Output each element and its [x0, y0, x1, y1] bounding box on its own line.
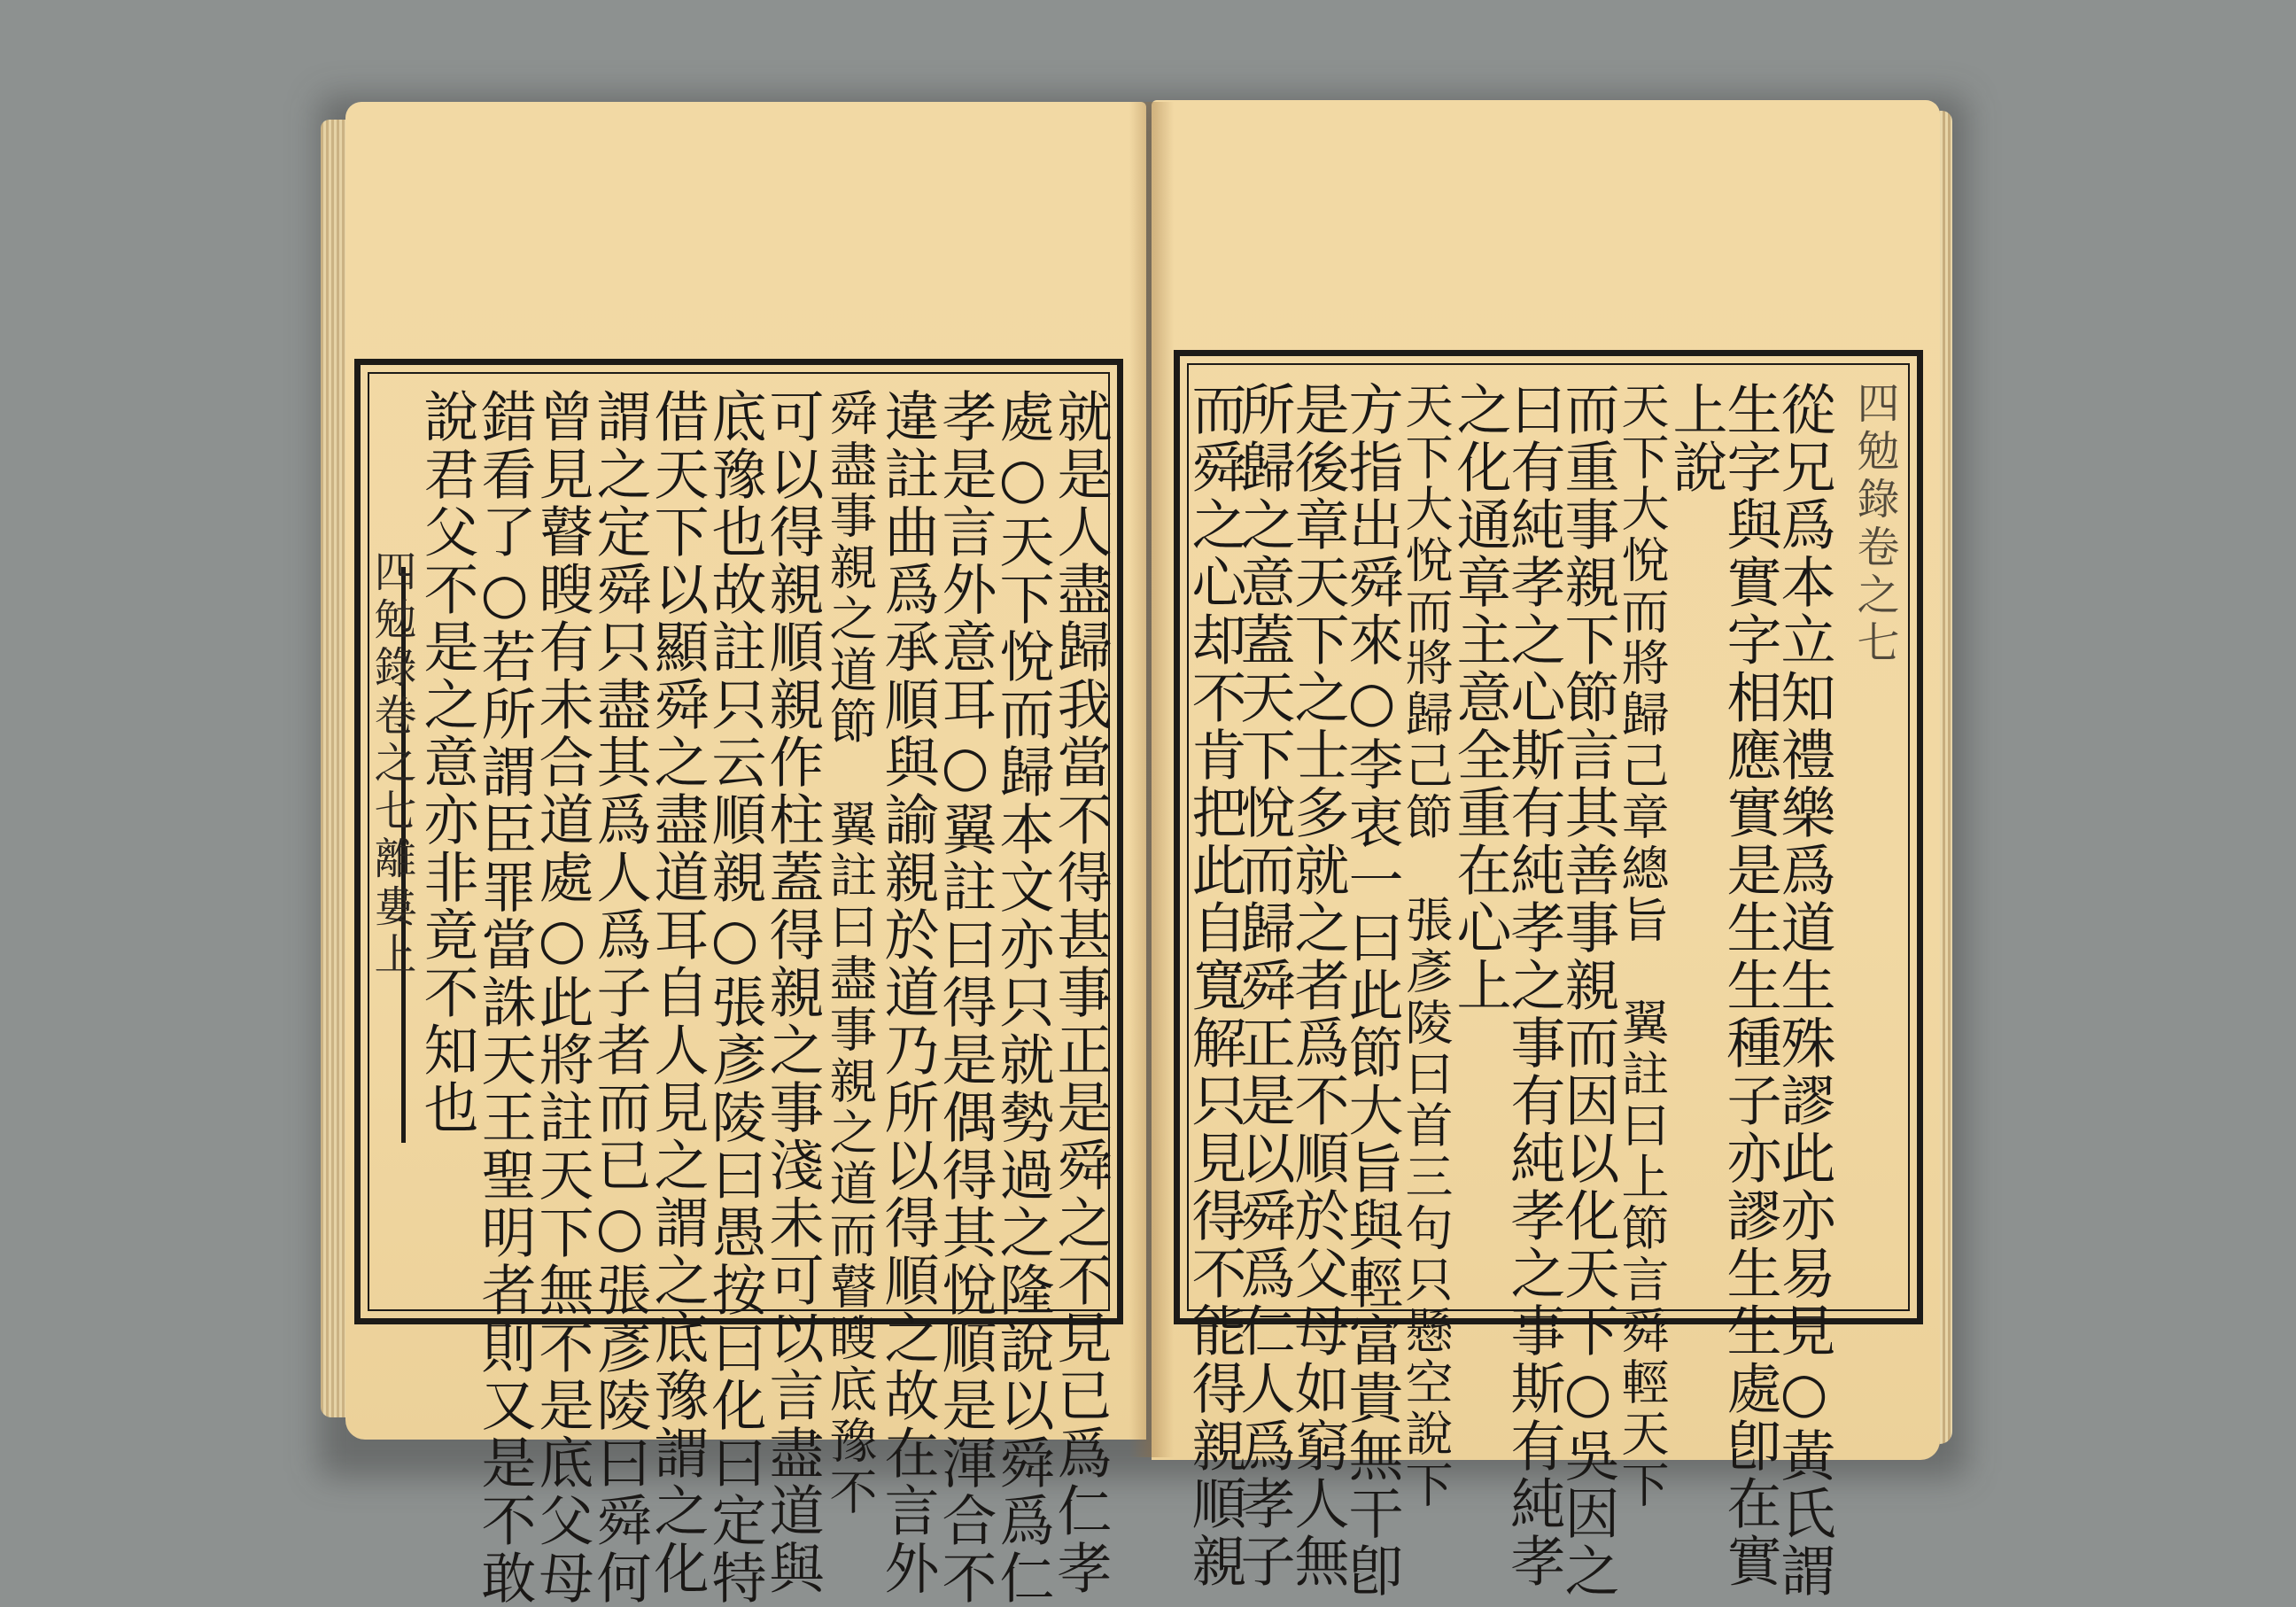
- right-spine-text: 四勉錄卷之七: [1850, 381, 1899, 668]
- left-column-3: 孝是言外意耳○翼註曰得是偶得其悅順是渾合不: [933, 388, 997, 1607]
- left-column-6: 可以得親順親作柱蓋得親之事淺未可以言盡道與: [760, 388, 825, 1597]
- right-column-7: 之化通章主意全重在心上: [1447, 381, 1512, 1014]
- left-column-12: 說君父不是之意亦非竟不知也: [415, 388, 479, 1137]
- right-column-5: 而重事親下節言其善事親而因以化天下○吳因之: [1555, 381, 1620, 1600]
- left-column-4: 違註曲爲承順與諭親於道乃所以得順之故在言外: [875, 388, 940, 1597]
- left-column-5: 舜盡事親之道節 翼註曰盡事親之道而瞽瞍底豫不: [822, 388, 878, 1518]
- right-column-1: 從兄爲本立知禮樂爲道生殊謬此亦易見○黃氏謂: [1772, 381, 1836, 1600]
- left-column-7: 底豫也故註只云順親○張彥陵曰愚按曰化曰定特: [702, 388, 767, 1607]
- right-column-2: 生字與實字相應實是生生種子亦謬生生處卽在實: [1718, 381, 1782, 1590]
- right-column-12: 而舜之心却不肯把此自寬解只見得不能得親順親: [1183, 381, 1247, 1590]
- right-column-10: 是後章天下之士多就之者爲不順於父母如窮人無: [1285, 381, 1350, 1590]
- right-column-3: 上說: [1664, 381, 1728, 496]
- left-column-9: 謂之定舜只盡其爲人爲子者而已○張彥陵曰舜何: [587, 388, 652, 1607]
- left-column-1: 就是人盡歸我當不得甚事正是舜之不見已爲仁孝: [1048, 388, 1113, 1597]
- right-column-9: 方指出舜來○李衷一曰此節大旨與輕富貴無干卽: [1339, 381, 1404, 1600]
- left-column-2: 處○天下悅而歸本文亦只就勢過之隆說以舜爲仁: [990, 388, 1055, 1607]
- right-column-4: 天下大悅而將歸己章總旨 翼註曰上節言舜輕天下: [1614, 381, 1670, 1511]
- right-column-8: 天下大悅而將歸己節 張彥陵曰首三句只懸空說下: [1398, 381, 1454, 1511]
- left-column-10: 曾見瞽瞍有未合道處○此將註天下無不是底父母: [530, 388, 594, 1607]
- left-column-8: 借天下以顯舜之盡道耳自人見之謂之底豫謂之化: [645, 388, 710, 1597]
- right-column-11: 所歸之意蓋天下悅而歸舜正是以舜爲仁人爲孝子: [1231, 381, 1296, 1590]
- left-column-11: 錯看了○若所謂臣罪當誅天王聖明者則又是不敢: [472, 388, 537, 1607]
- book-gutter: [1129, 102, 1174, 1457]
- right-column-6: 曰有純孝之心斯有純孝之事有純孝之事斯有純孝: [1501, 381, 1566, 1590]
- left-spine-text: 四勉錄卷之七離婁上: [367, 549, 416, 980]
